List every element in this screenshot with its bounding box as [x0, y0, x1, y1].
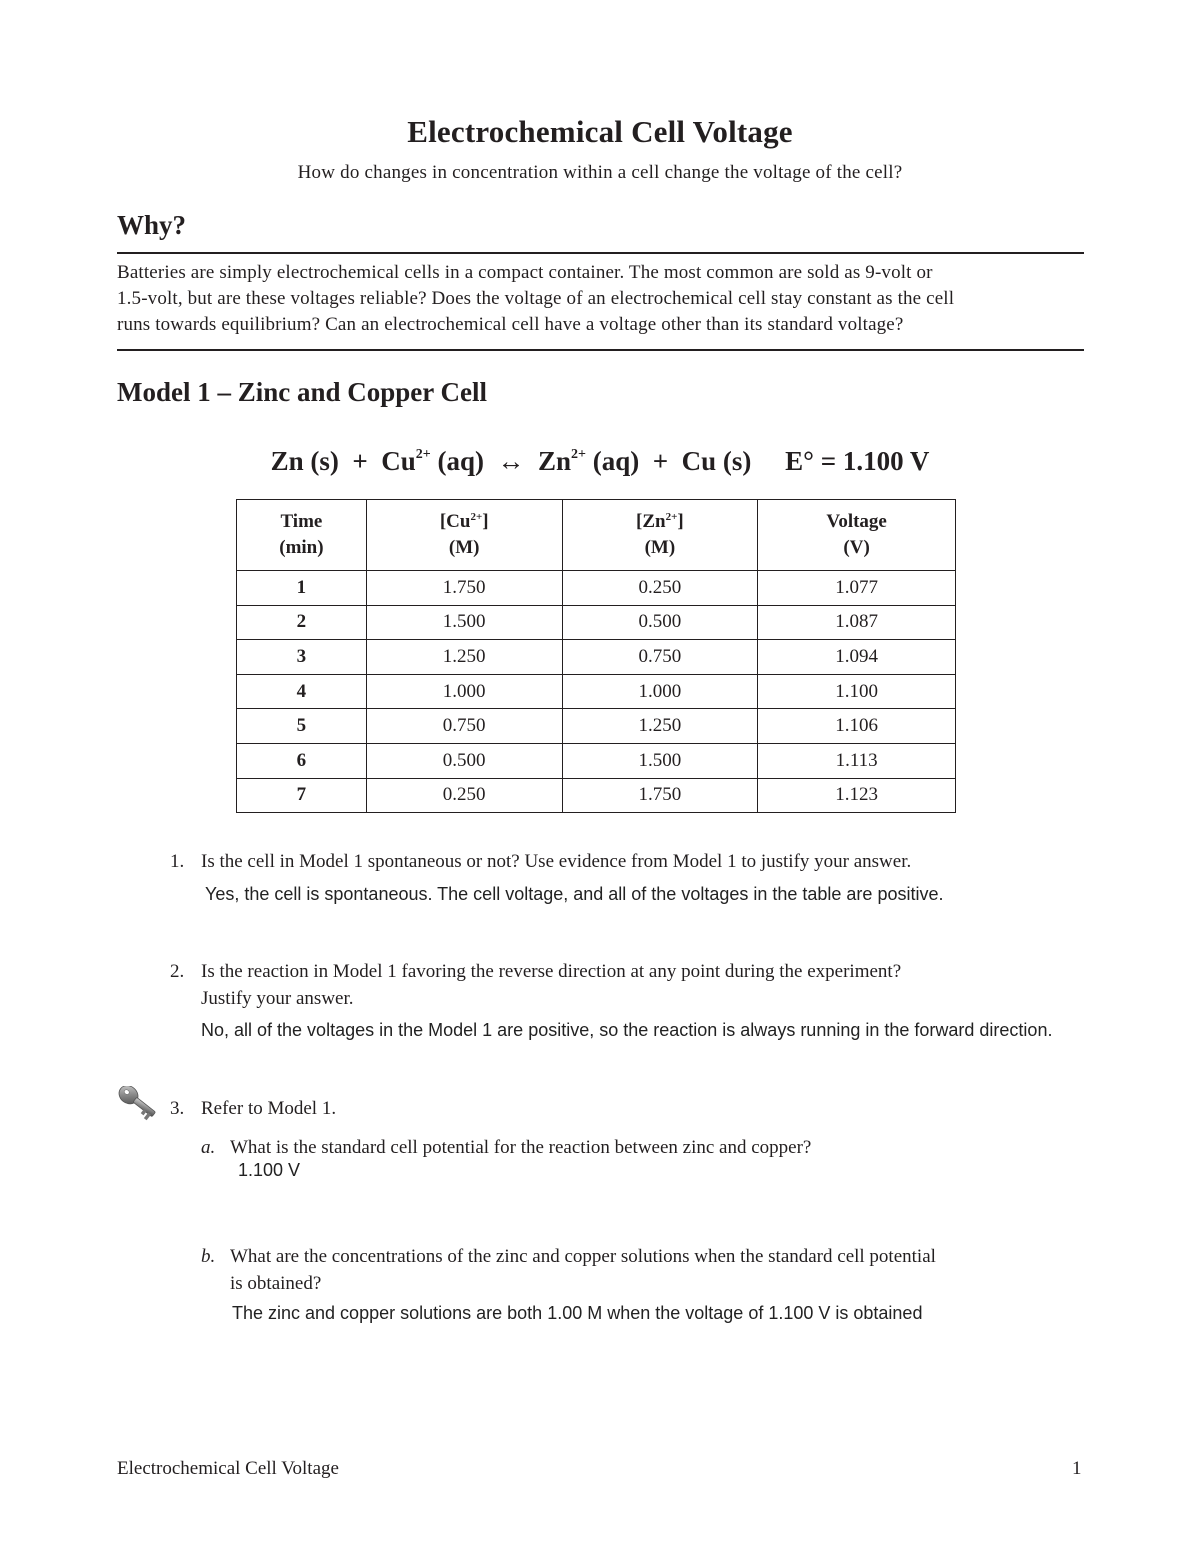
question-3b-text: is obtained?	[230, 1273, 322, 1294]
question-2-number: 2.	[170, 961, 185, 982]
key-icon	[114, 1086, 162, 1128]
cell-voltage: 1.087	[758, 605, 956, 640]
cell-time: 1	[237, 571, 367, 606]
reaction-equation	[0, 446, 1200, 477]
question-3a-label: a.	[201, 1137, 216, 1158]
cell-cu: 1.750	[366, 571, 562, 606]
question-1-text: Is the cell in Model 1 spontaneous or not? Use evidence from Model 1 to justify your answer.	[201, 851, 912, 872]
question-1-answer: Yes, the cell is spontaneous. The cell voltage, and all of the voltages in the table are positive.	[205, 884, 944, 904]
cell-voltage: 1.106	[758, 709, 956, 744]
equation-part: (aq) + Cu (s) E° = 1.100 V	[586, 446, 930, 476]
cell-zn: 0.500	[562, 605, 758, 640]
cell-time: 6	[237, 743, 367, 778]
table-row	[237, 571, 956, 606]
why-line: 1.5-volt, but are these voltages reliable? Does the voltage of an electrochemical cell stay constant as the cell	[117, 288, 955, 309]
cell-voltage: 1.123	[758, 778, 956, 813]
cell-time: 2	[237, 605, 367, 640]
question-3a-text: What is the standard cell potential for the reaction between zinc and copper?	[230, 1137, 812, 1158]
table-header-row	[237, 500, 956, 571]
cell-cu: 0.250	[366, 778, 562, 813]
cell-voltage: 1.077	[758, 571, 956, 606]
question-3a-answer: 1.100 V	[238, 1160, 301, 1180]
question-3b-answer: The zinc and copper solutions are both 1.00 M when the voltage of 1.100 V is obtained	[232, 1303, 923, 1323]
why-heading: Why?	[117, 210, 187, 240]
question-2-text: Is the reaction in Model 1 favoring the reverse direction at any point during the experiment?	[201, 961, 902, 982]
table-row	[237, 640, 956, 675]
header-label: Time	[280, 511, 323, 532]
page-title: Electrochemical Cell Voltage	[407, 114, 793, 149]
header-zn	[562, 500, 758, 571]
charge-superscript: 2+	[571, 447, 587, 462]
why-line: runs towards equilibrium? Can an electrochemical cell have a voltage other than its standard voltage?	[117, 314, 904, 335]
cell-time: 7	[237, 778, 367, 813]
cell-zn: 1.250	[562, 709, 758, 744]
question-2-answer: No, all of the voltages in the Model 1 are positive, so the reaction is always running in the forward direction.	[201, 1020, 1053, 1040]
cell-voltage: 1.094	[758, 640, 956, 675]
cell-time: 4	[237, 674, 367, 709]
table-row	[237, 778, 956, 813]
model-heading: Model 1 – Zinc and Copper Cell	[117, 377, 488, 407]
cell-zn: 1.750	[562, 778, 758, 813]
equation-part: Zn (s) + Cu	[270, 446, 416, 476]
question-1-number: 1.	[170, 851, 185, 872]
question-3b-label: b.	[201, 1246, 216, 1267]
header-label: Voltage	[826, 511, 887, 532]
page-subtitle: How do changes in concentration within a cell change the voltage of the cell?	[297, 162, 903, 183]
cell-cu: 1.000	[366, 674, 562, 709]
cell-cu: 1.500	[366, 605, 562, 640]
cell-zn: 1.500	[562, 743, 758, 778]
top-rule	[117, 252, 1084, 254]
bottom-rule	[117, 349, 1084, 351]
header-unit: (M)	[448, 537, 480, 558]
table-row	[237, 709, 956, 744]
why-paragraph	[117, 260, 1084, 338]
equation-part: (aq) ↔ Zn	[430, 446, 572, 476]
page-number: 1	[1072, 1458, 1082, 1479]
question-3b-text: What are the concentrations of the zinc and copper solutions when the standard cell potential	[230, 1246, 936, 1267]
cell-time: 5	[237, 709, 367, 744]
table-row	[237, 674, 956, 709]
cell-zn: 1.000	[562, 674, 758, 709]
cell-cu: 0.750	[366, 709, 562, 744]
header-unit: (M)	[644, 537, 676, 558]
header-cu	[366, 500, 562, 571]
question-3-number: 3.	[170, 1098, 185, 1119]
why-line: Batteries are simply electrochemical cells in a compact container. The most common are sold as 9-volt or	[117, 262, 933, 283]
cell-cu: 1.250	[366, 640, 562, 675]
cell-time: 3	[237, 640, 367, 675]
cell-voltage: 1.113	[758, 743, 956, 778]
cell-zn: 0.250	[562, 571, 758, 606]
footer-title: Electrochemical Cell Voltage	[117, 1458, 339, 1479]
header-label: $[Cu^{2+}]$	[439, 511, 489, 532]
question-2-text: Justify your answer.	[201, 988, 354, 1009]
cell-voltage: 1.100	[758, 674, 956, 709]
cell-zn: 0.750	[562, 640, 758, 675]
header-label: $[Zn^{2+}]$	[636, 511, 684, 532]
table-row	[237, 605, 956, 640]
header-unit: (min)	[279, 537, 324, 558]
header-unit: (V)	[843, 537, 870, 558]
header-time	[237, 500, 367, 571]
data-table	[236, 499, 956, 813]
charge-superscript: 2+	[415, 447, 431, 462]
table-row	[237, 743, 956, 778]
question-3-text: Refer to Model 1.	[201, 1098, 337, 1119]
header-voltage	[758, 500, 956, 571]
cell-cu: 0.500	[366, 743, 562, 778]
